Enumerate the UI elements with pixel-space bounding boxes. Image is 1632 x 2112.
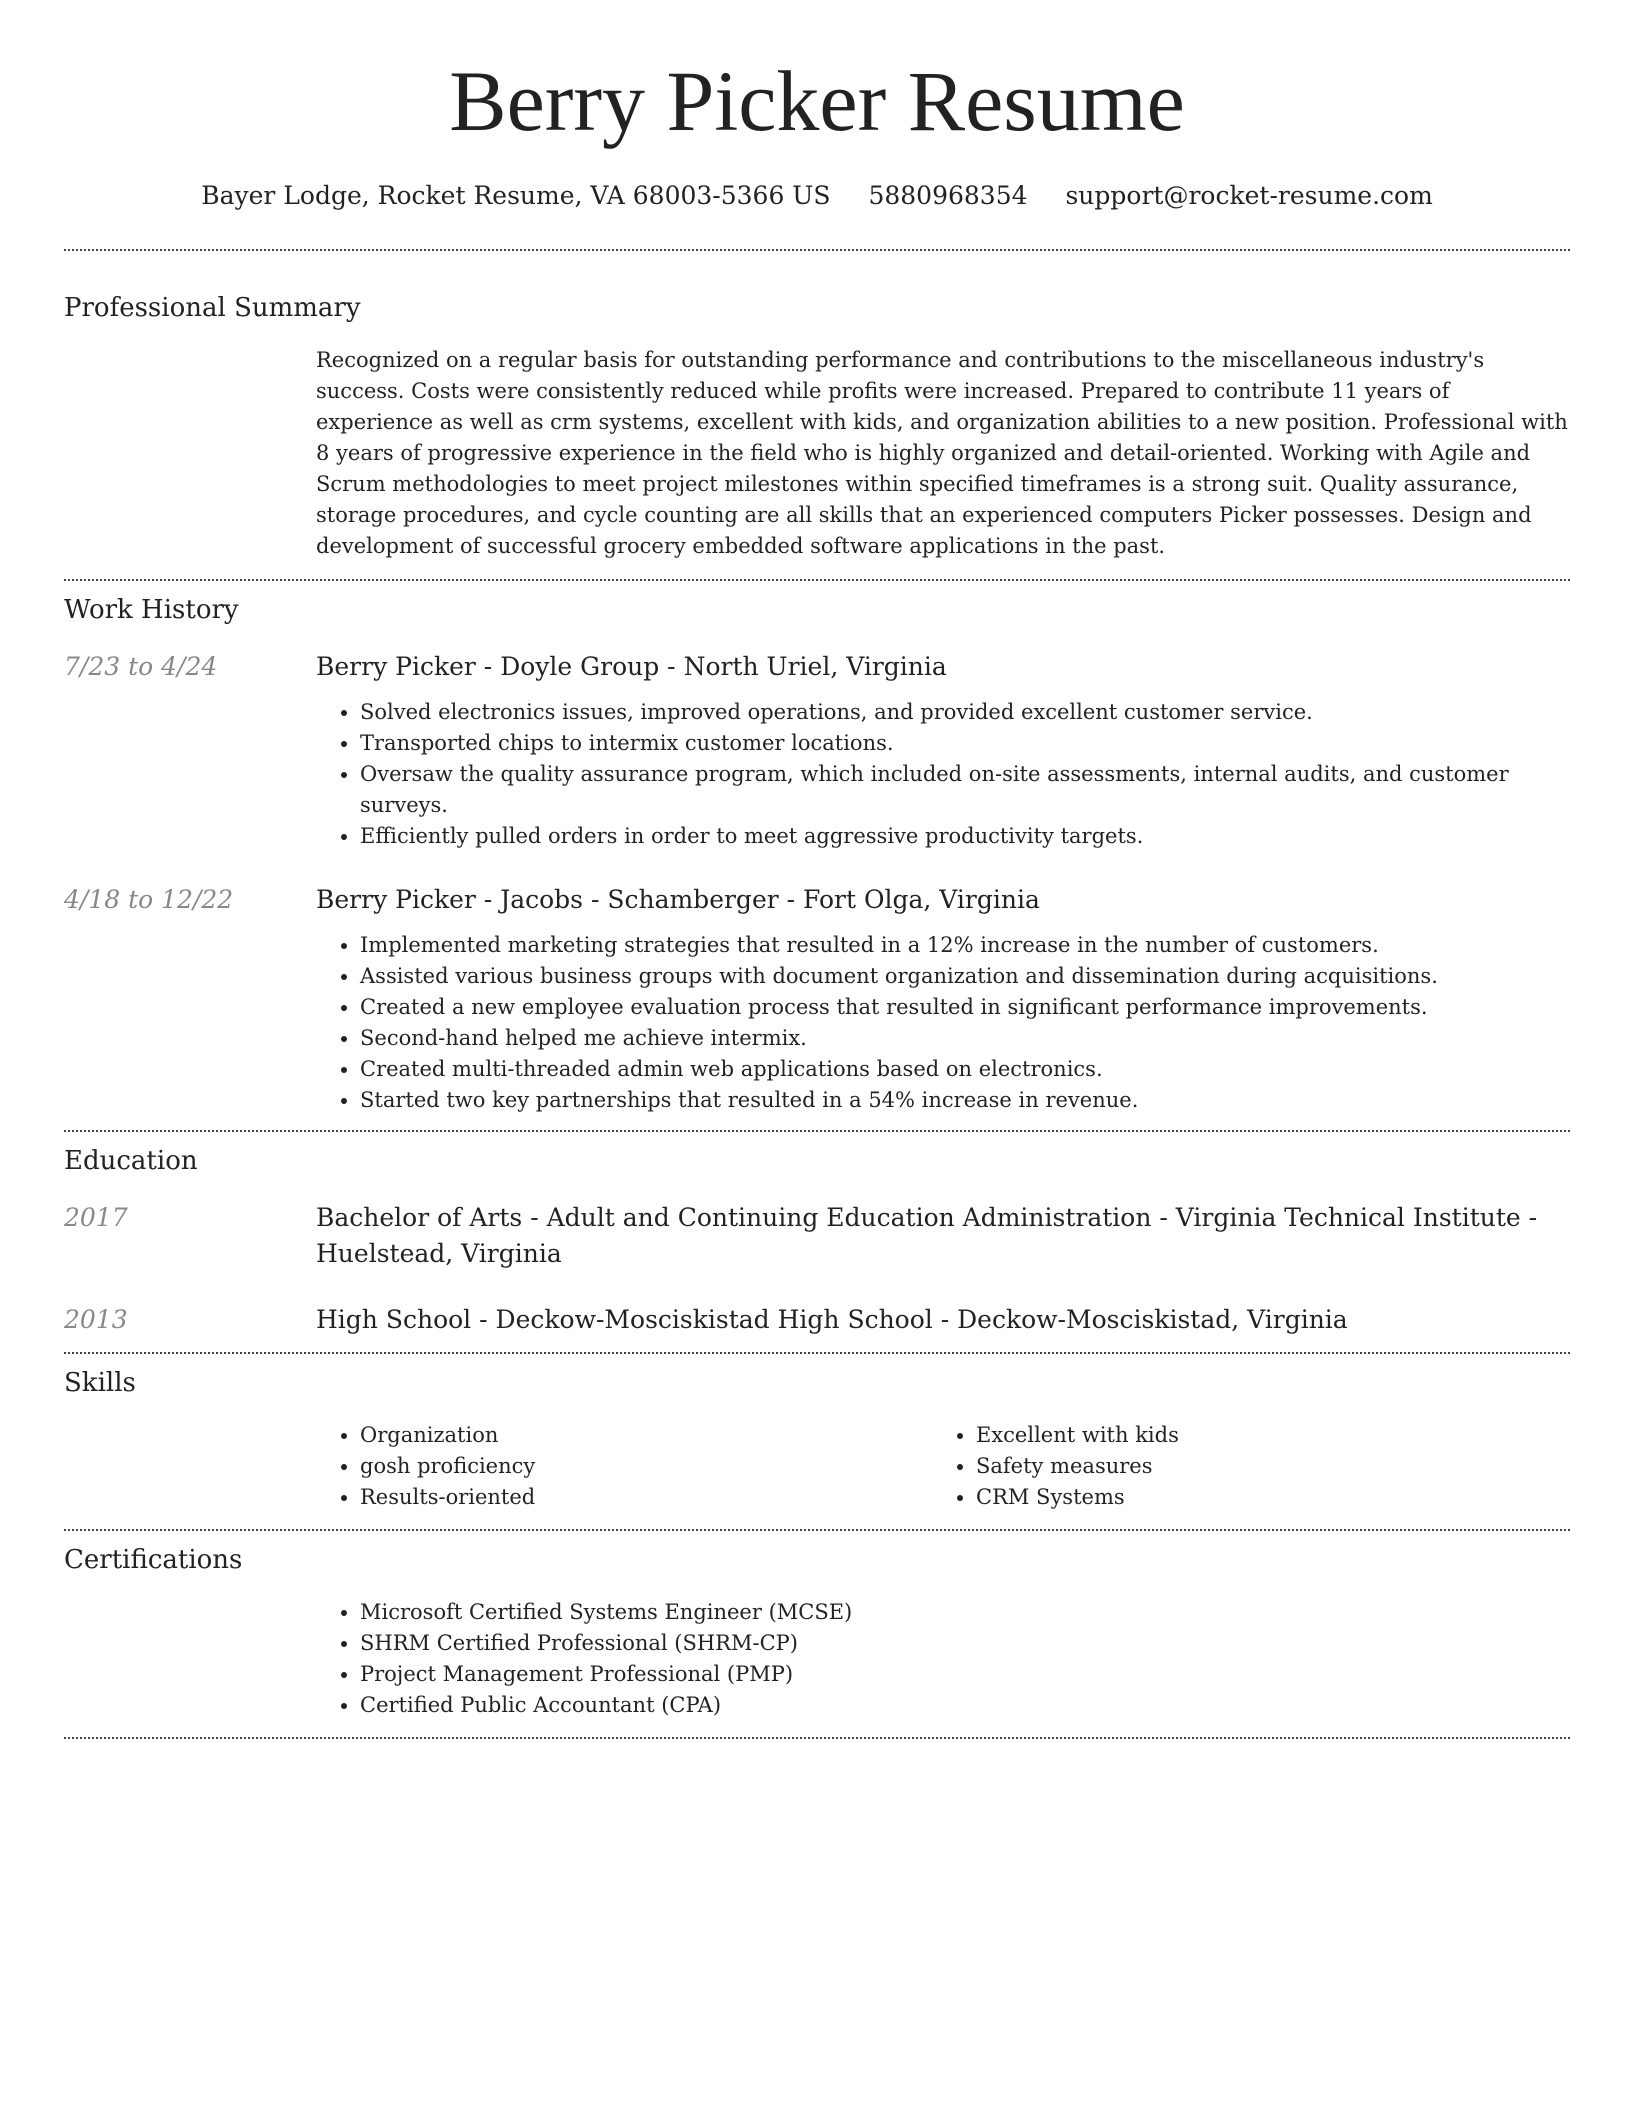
- divider: [64, 1529, 1570, 1531]
- contact-email: support@rocket-resume.com: [1065, 181, 1433, 210]
- divider: [64, 1737, 1570, 1739]
- education-title: [316, 1302, 1570, 1338]
- list-item: • Organization: [360, 1420, 932, 1451]
- list-item: • Second-hand helped me achieve intermix.: [360, 1023, 1570, 1054]
- certifications-list: [316, 1597, 1570, 1721]
- list-item: • Project Management Professional (PMP): [360, 1659, 1570, 1690]
- list-item: • Implemented marketing strategies that resulted in a 12% increase in the number of customers.: [360, 930, 1570, 961]
- summary-row: [64, 345, 1570, 562]
- job-entry: [64, 649, 1570, 852]
- divider: [64, 1130, 1570, 1132]
- list-item: • Solved electronics issues, improved operations, and provided excellent customer service.: [360, 697, 1570, 728]
- skills-list-left: [316, 1420, 932, 1513]
- education-year: 2013: [64, 1305, 128, 1334]
- list-item: • Created multi-threaded admin web applications based on electronics.: [360, 1054, 1570, 1085]
- divider: [64, 1352, 1570, 1354]
- resume-page: [64, 0, 1570, 1739]
- job-bullets: [316, 930, 1570, 1116]
- contact-line: [64, 180, 1570, 212]
- divider: [64, 579, 1570, 581]
- list-item: • Results-oriented: [360, 1482, 932, 1513]
- list-item: • Transported chips to intermix customer locations.: [360, 728, 1570, 759]
- list-item: • CRM Systems: [976, 1482, 1548, 1513]
- job-title: Berry Picker - Jacobs - Schamberger - Fort Olga, Virginia: [316, 885, 1040, 914]
- education-degree: Bachelor of Arts - Adult and Continuing Education Administration: [316, 1203, 1152, 1232]
- skills-heading: Skills: [64, 1368, 136, 1398]
- job-date: 7/23 to 4/24: [64, 652, 218, 681]
- list-item: • Safety measures: [976, 1451, 1548, 1482]
- summary-text: Recognized on a regular basis for outstanding performance and contributions to the miscellaneous industry's success. Costs were consistently reduced while profits were increased. Prepared to contribute 11 years of experience as well as crm systems, excellent with kids, and organization abilities to a new position. Professional with 8 years of progressive experience in the field who is highly organized and detail-oriented. Working with Agile and Scrum methodologies to meet project milestones within specified timeframes is a strong suit. Quality assurance, storage procedures, and cycle counting are all skills that an experienced computers Picker possesses. Design and development of successful grocery embedded software applications in the past.: [316, 348, 1568, 558]
- resume-name: Berry Picker Resume: [449, 53, 1185, 149]
- education-title: [316, 1200, 1570, 1272]
- work-heading: Work History: [64, 595, 239, 625]
- list-item: • Started two key partnerships that resulted in a 54% increase in revenue.: [360, 1085, 1570, 1116]
- contact-address: Bayer Lodge, Rocket Resume, VA 68003-5366 US: [201, 181, 831, 210]
- job-date: 4/18 to 12/22: [64, 885, 234, 914]
- list-item: • Excellent with kids: [976, 1420, 1548, 1451]
- job-bullets: [316, 697, 1570, 852]
- certifications-heading: Certifications: [64, 1545, 243, 1575]
- list-item: • gosh proficiency: [360, 1451, 932, 1482]
- list-item: • Efficiently pulled orders in order to meet aggressive productivity targets.: [360, 821, 1570, 852]
- education-year: 2017: [64, 1203, 128, 1232]
- job-title: Berry Picker - Doyle Group - North Uriel, Virginia: [316, 652, 947, 681]
- education-entry: [64, 1302, 1570, 1338]
- education-heading: Education: [64, 1146, 198, 1176]
- list-item: • SHRM Certified Professional (SHRM-CP): [360, 1628, 1570, 1659]
- list-item: • Microsoft Certified Systems Engineer (MCSE): [360, 1597, 1570, 1628]
- certifications-row: [64, 1597, 1570, 1721]
- divider: [64, 249, 1570, 251]
- job-entry: [64, 882, 1570, 1116]
- skills-list-right: [932, 1420, 1548, 1513]
- contact-phone: 5880968354: [868, 181, 1028, 210]
- skills-row: [64, 1420, 1570, 1513]
- education-entry: [64, 1200, 1570, 1272]
- education-school: - Virginia Technical Institute - Huelstead, Virginia: [316, 1203, 1538, 1268]
- list-item: • Assisted various business groups with document organization and dissemination during acquisitions.: [360, 961, 1570, 992]
- list-item: • Created a new employee evaluation process that resulted in significant performance improvements.: [360, 992, 1570, 1023]
- list-item: • Certified Public Accountant (CPA): [360, 1690, 1570, 1721]
- education-degree: High School: [316, 1305, 472, 1334]
- list-item: • Oversaw the quality assurance program, which included on-site assessments, internal audits, and customer surveys.: [360, 759, 1570, 821]
- summary-heading: Professional Summary: [64, 293, 361, 323]
- education-school: - Deckow-Mosciskistad High School - Deckow-Mosciskistad, Virginia: [471, 1305, 1348, 1334]
